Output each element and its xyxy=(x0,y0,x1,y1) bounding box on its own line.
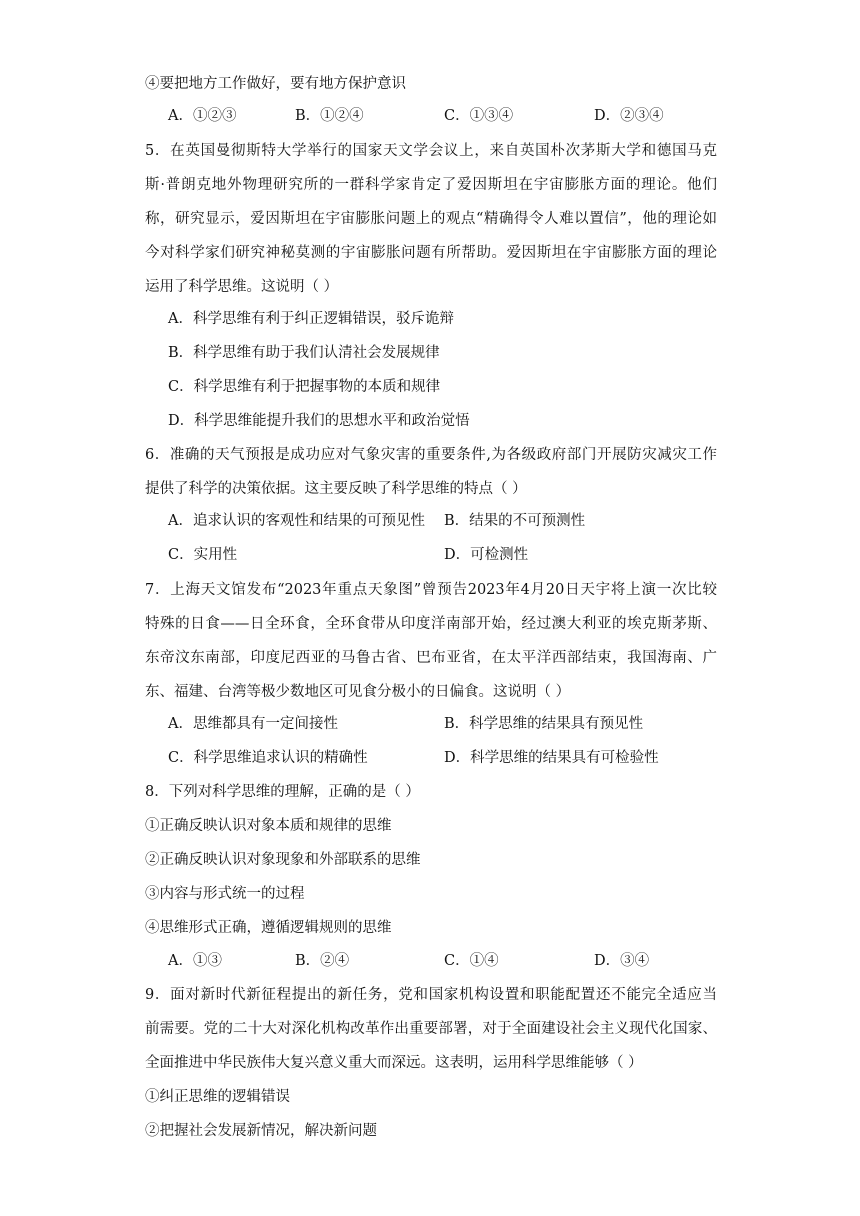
q8-statement-4: ④思维形式正确，遵循逻辑规则的思维 xyxy=(145,920,392,936)
option-b: B．①②④ xyxy=(295,108,364,124)
q5-option-a: A．科学思维有利于纠正逻辑错误，驳斥诡辩 xyxy=(168,311,454,327)
q7-stem-line: 7．上海天文馆发布“2023年重点天象图”曾预告2023年4月20日天宇将上演一次比较 xyxy=(145,582,717,598)
q6-option-b: B．结果的不可预测性 xyxy=(444,513,586,529)
q8-option-b: B．②④ xyxy=(295,953,350,969)
q5-stem-line: 称，研究显示，爱因斯坦在宇宙膨胀问题上的观点“精确得令人难以置信”，他的理论如 xyxy=(145,211,717,227)
q8-option-a: A．①③ xyxy=(168,953,222,969)
option-c: C．①③④ xyxy=(444,108,514,124)
q8-option-d: D．③④ xyxy=(594,953,650,969)
q5-stem-line: 斯·普朗克地外物理研究所的一群科学家肯定了爱因斯坦在宇宙膨胀方面的理论。他们 xyxy=(145,177,717,193)
q8-stem-line: 8．下列对科学思维的理解，正确的是（ ） xyxy=(145,784,420,800)
q5-option-b: B．科学思维有助于我们认清社会发展规律 xyxy=(168,345,440,361)
q9-stem-line: 前需要。党的二十大对深化机构改革作出重要部署，对于全面建设社会主义现代化国家、 xyxy=(145,1021,717,1037)
q9-statement-1: ①纠正思维的逻辑错误 xyxy=(145,1089,290,1105)
q8-statement-2: ②正确反映认识对象现象和外部联系的思维 xyxy=(145,852,421,868)
q7-option-a: A．思维都具有一定间接性 xyxy=(168,716,338,732)
q8-statement-1: ①正确反映认识对象本质和规律的思维 xyxy=(145,818,392,834)
q6-option-d: D．可检测性 xyxy=(444,547,529,563)
q6-option-c: C．实用性 xyxy=(168,547,238,563)
q5-stem-line: 今对科学家们研究神秘莫测的宇宙膨胀问题有所帮助。爱因斯坦在宇宙膨胀方面的理论 xyxy=(145,245,717,261)
q5-stem-line: 5．在英国曼彻斯特大学举行的国家天文学会议上，来自英国朴次茅斯大学和德国马克 xyxy=(145,143,717,159)
option-a: A．①②③ xyxy=(168,108,237,124)
q8-option-c: C．①④ xyxy=(444,953,499,969)
q5-option-c: C．科学思维有利于把握事物的本质和规律 xyxy=(168,379,441,395)
option-d: D．②③④ xyxy=(594,108,664,124)
q6-stem-line: 6．准确的天气预报是成功应对气象灾害的重要条件,为各级政府部门开展防灾减灾工作 xyxy=(145,447,717,463)
q7-option-c: C．科学思维追求认识的精确性 xyxy=(168,750,368,766)
statement-4: ④要把地方工作做好，要有地方保护意识 xyxy=(145,76,406,92)
q7-option-b: B．科学思维的结果具有预见性 xyxy=(444,716,644,732)
q9-stem-line: 全面推进中华民族伟大复兴意义重大而深远。这表明，运用科学思维能够（ ） xyxy=(145,1055,643,1071)
q9-statement-2: ②把握社会发展新情况，解决新问题 xyxy=(145,1123,377,1139)
q7-stem-line: 特殊的日食——日全环食，全环食带从印度洋南部开始，经过澳大利亚的埃克斯茅斯、 xyxy=(145,616,717,632)
q6-stem-line: 提供了科学的决策依据。这主要反映了科学思维的特点（ ） xyxy=(145,481,527,497)
q7-stem-line: 东帝汶东南部，印度尼西亚的马鲁古省、巴布亚省，在太平洋西部结束，我国海南、广 xyxy=(145,650,717,666)
q8-statement-3: ③内容与形式统一的过程 xyxy=(145,886,305,902)
q5-stem-line: 运用了科学思维。这说明（ ） xyxy=(145,279,339,295)
q5-option-d: D．科学思维能提升我们的思想水平和政治觉悟 xyxy=(168,413,470,429)
q7-option-d: D．科学思维的结果具有可检验性 xyxy=(444,750,659,766)
q9-stem-line: 9．面对新时代新征程提出的新任务，党和国家机构设置和职能配置还不能完全适应当 xyxy=(145,987,717,1003)
q7-stem-line: 东、福建、台湾等极少数地区可见食分极小的日偏食。这说明（ ） xyxy=(145,684,571,700)
q6-option-a: A．追求认识的客观性和结果的可预见性 xyxy=(168,513,425,529)
